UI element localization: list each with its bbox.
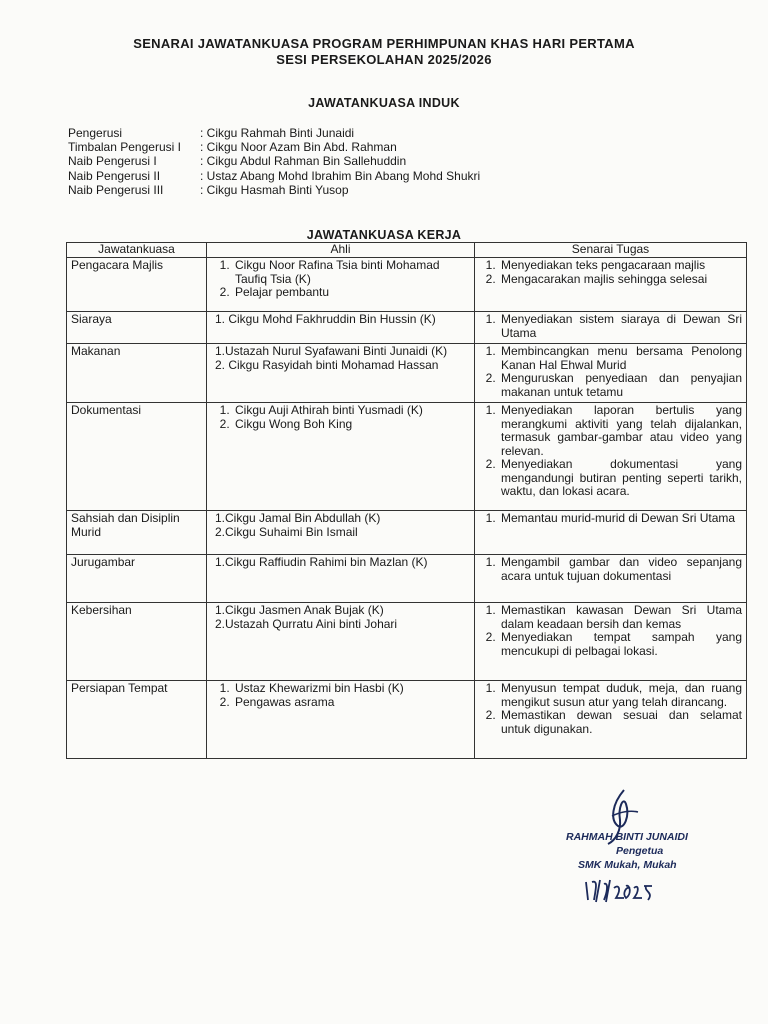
member-item: 1.Cikgu Raffiudin Rahimi bin Mazlan (K)	[215, 555, 428, 569]
column-header: Ahli	[207, 243, 475, 258]
table-row	[67, 312, 747, 344]
induk-row	[68, 183, 480, 197]
task-item: 1. Memantau murid-murid di Dewan Sri Utama	[499, 512, 742, 526]
committee-members	[207, 344, 475, 403]
committee-tasks	[475, 258, 747, 312]
member-item: 2. Pengawas asrama	[233, 696, 470, 710]
induk-name: : Cikgu Abdul Rahman Bin Sallehuddin	[200, 154, 407, 169]
kerja-heading: JAWATANKUASA KERJA	[306, 228, 462, 242]
signatory-position: Pengetua	[616, 845, 664, 857]
member-item: 2. Pelajar pembantu	[233, 286, 470, 300]
member-item: 1. Cikgu Noor Rafina Tsia binti Mohamad Taufiq Tsia (K)	[233, 259, 470, 286]
table-header-row	[67, 243, 747, 258]
signatory-school: SMK Mukah, Mukah	[578, 859, 677, 871]
table-row	[67, 344, 747, 403]
document-title: SENARAI JAWATANKUASA PROGRAM PERHIMPUNAN KHAS HARI PERTAMA	[133, 36, 635, 51]
column-header: Jawatankuasa	[67, 243, 207, 258]
committee-tasks	[475, 681, 747, 759]
committee-tasks	[475, 603, 747, 681]
task-item: 1. Membincangkan menu bersama Penolong Kanan Hal Ehwal Murid	[499, 345, 742, 372]
committee-members	[207, 603, 475, 681]
member-item: 1. Ustaz Khewarizmi bin Hasbi (K)	[233, 682, 470, 696]
task-item: 2. Menyediakan tempat sampah yang mencukupi di pelbagai lokasi.	[499, 631, 742, 658]
induk-role: Naib Pengerusi II	[68, 168, 161, 183]
committee-name: Dokumentasi	[67, 403, 207, 511]
kerja-table	[66, 242, 747, 759]
member-item: 1. Cikgu Auji Athirah binti Yusmadi (K)	[233, 404, 470, 418]
handwritten-date-icon	[582, 876, 662, 904]
induk-row	[68, 154, 480, 168]
committee-name: Pengacara Majlis	[67, 258, 207, 312]
table-row	[67, 603, 747, 681]
induk-role: Pengerusi	[68, 126, 123, 140]
member-item: 1.Cikgu Jamal Bin Abdullah (K)	[215, 511, 381, 525]
task-item: 1. Menyediakan sistem siaraya di Dewan Sri Utama	[499, 313, 742, 340]
task-item: 2. Memastikan dewan sesuai dan selamat untuk digunakan.	[499, 709, 742, 736]
task-item: 2. Menyediakan dokumentasi yang mengandungi butiran penting seperti tarikh, waktu, dan lokasi acara.	[499, 458, 742, 499]
task-item: 1. Mengambil gambar dan video sepanjang acara untuk tujuan dokumentasi	[499, 556, 742, 583]
member-item: 1. Cikgu Mohd Fakhruddin Bin Hussin (K)	[215, 312, 436, 326]
member-item: 1.Ustazah Nurul Syafawani Binti Junaidi (K)	[215, 344, 448, 358]
task-item: 1. Menyediakan laporan bertulis yang merangkumi aktiviti yang telah dijalankan, termasuk gambar-gambar atau video yang relevan.	[499, 404, 742, 458]
committee-members	[207, 555, 475, 603]
committee-tasks	[475, 312, 747, 344]
member-item: 1.Cikgu Jasmen Anak Bujak (K)	[215, 603, 384, 617]
committee-tasks	[475, 555, 747, 603]
committee-name: Makanan	[67, 344, 207, 403]
induk-list	[68, 126, 480, 197]
signatory-name: RAHMAH BINTI JUNAIDI	[566, 831, 688, 843]
committee-members	[207, 258, 475, 312]
committee-name: Persiapan Tempat	[67, 681, 207, 759]
committee-name: Kebersihan	[67, 603, 207, 681]
table-row	[67, 555, 747, 603]
committee-tasks	[475, 403, 747, 511]
table-row	[67, 511, 747, 555]
committee-members	[207, 511, 475, 555]
induk-role: Naib Pengerusi III	[68, 182, 164, 197]
committee-members	[207, 403, 475, 511]
committee-tasks	[475, 511, 747, 555]
signature-block	[566, 830, 688, 872]
member-item: 2.Ustazah Qurratu Aini binti Johari	[215, 616, 398, 631]
committee-name: Jurugambar	[67, 555, 207, 603]
induk-row	[68, 169, 480, 183]
induk-name: : Cikgu Rahmah Binti Junaidi	[200, 126, 355, 140]
induk-name: : Cikgu Noor Azam Bin Abd. Rahman	[200, 140, 397, 155]
member-item: 2. Cikgu Rasyidah binti Mohamad Hassan	[215, 357, 439, 372]
committee-name: Sahsiah dan Disiplin Murid	[67, 511, 207, 555]
induk-row	[68, 126, 480, 140]
table-row	[67, 258, 747, 312]
induk-name: : Cikgu Hasmah Binti Yusop	[200, 182, 349, 197]
task-item: 1. Memastikan kawasan Dewan Sri Utama dalam keadaan bersih dan kemas	[499, 604, 742, 631]
task-item: 1. Menyusun tempat duduk, meja, dan ruang mengikut susun atur yang telah dirancang.	[499, 682, 742, 709]
member-item: 2. Cikgu Wong Boh King	[233, 418, 470, 432]
induk-role: Naib Pengerusi I	[68, 154, 157, 169]
committee-name: Siaraya	[67, 312, 207, 344]
induk-name: : Ustaz Abang Mohd Ibrahim Bin Abang Mohd Shukri	[200, 168, 481, 183]
document-subtitle: SESI PERSEKOLAHAN 2025/2026	[276, 52, 492, 67]
task-item: 2. Menguruskan penyediaan dan penyajian makanan untuk tetamu	[499, 372, 742, 399]
committee-members	[207, 681, 475, 759]
induk-row	[68, 140, 480, 154]
column-header: Senarai Tugas	[475, 243, 747, 258]
induk-role: Timbalan Pengerusi I	[68, 140, 181, 155]
committee-tasks	[475, 344, 747, 403]
table-row	[67, 403, 747, 511]
task-item: 1. Menyediakan teks pengacaraan majlis	[499, 259, 742, 273]
member-item: 2.Cikgu Suhaimi Bin Ismail	[215, 524, 358, 539]
induk-heading: JAWATANKUASA INDUK	[308, 96, 460, 110]
table-row	[67, 681, 747, 759]
task-item: 2. Mengacarakan majlis sehingga selesai	[499, 273, 742, 287]
committee-members	[207, 312, 475, 344]
